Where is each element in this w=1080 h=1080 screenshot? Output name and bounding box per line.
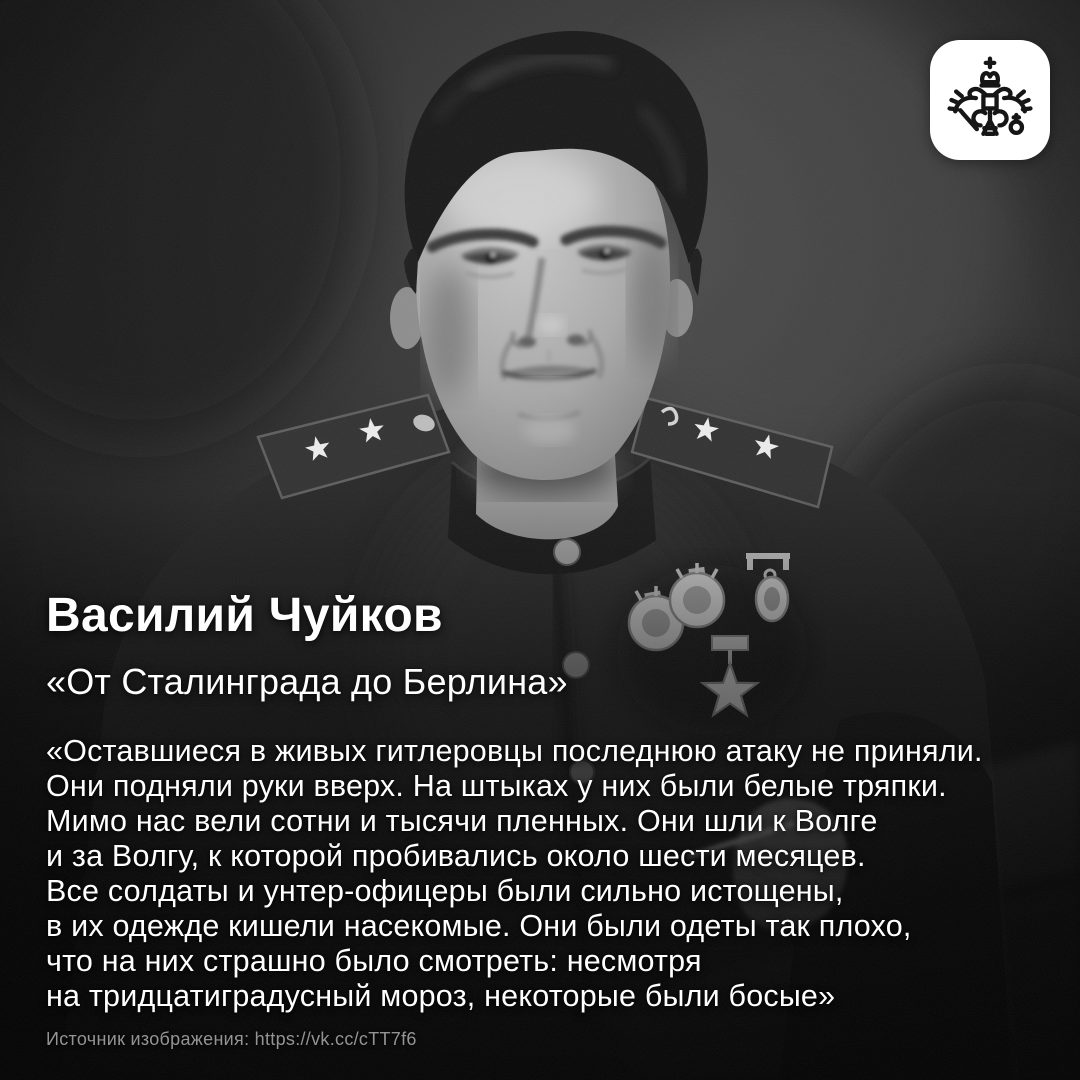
quote-line: что на них страшно было смотреть: несмотря [46, 944, 702, 978]
person-name: Василий Чуйков [46, 589, 443, 642]
image-source-credit: Источник изображения: https://vk.cc/cTT7f6 [46, 1029, 417, 1049]
quote-line: Все солдаты и унтер-офицеры были сильно истощены, [46, 874, 844, 908]
quote-text [46, 734, 1060, 1014]
quote-line: «Оставшиеся в живых гитлеровцы последнюю атаку не приняли. [46, 734, 983, 768]
quote-line: Они подняли руки вверх. На штыках у них были белые тряпки. [46, 769, 947, 803]
quote-line: Мимо нас вели сотни и тысячи пленных. Они шли к Волге [46, 804, 878, 838]
book-title: «От Сталинграда до Берлина» [46, 661, 568, 702]
quote-line: в их одежде кишели насекомые. Они были одеты так плохо, [46, 909, 912, 943]
quote-line: и за Волгу, к которой пробивались около шести месяцев. [46, 839, 866, 873]
quote-line: на тридцатиградусный мороз, некоторые были босые» [46, 979, 836, 1013]
